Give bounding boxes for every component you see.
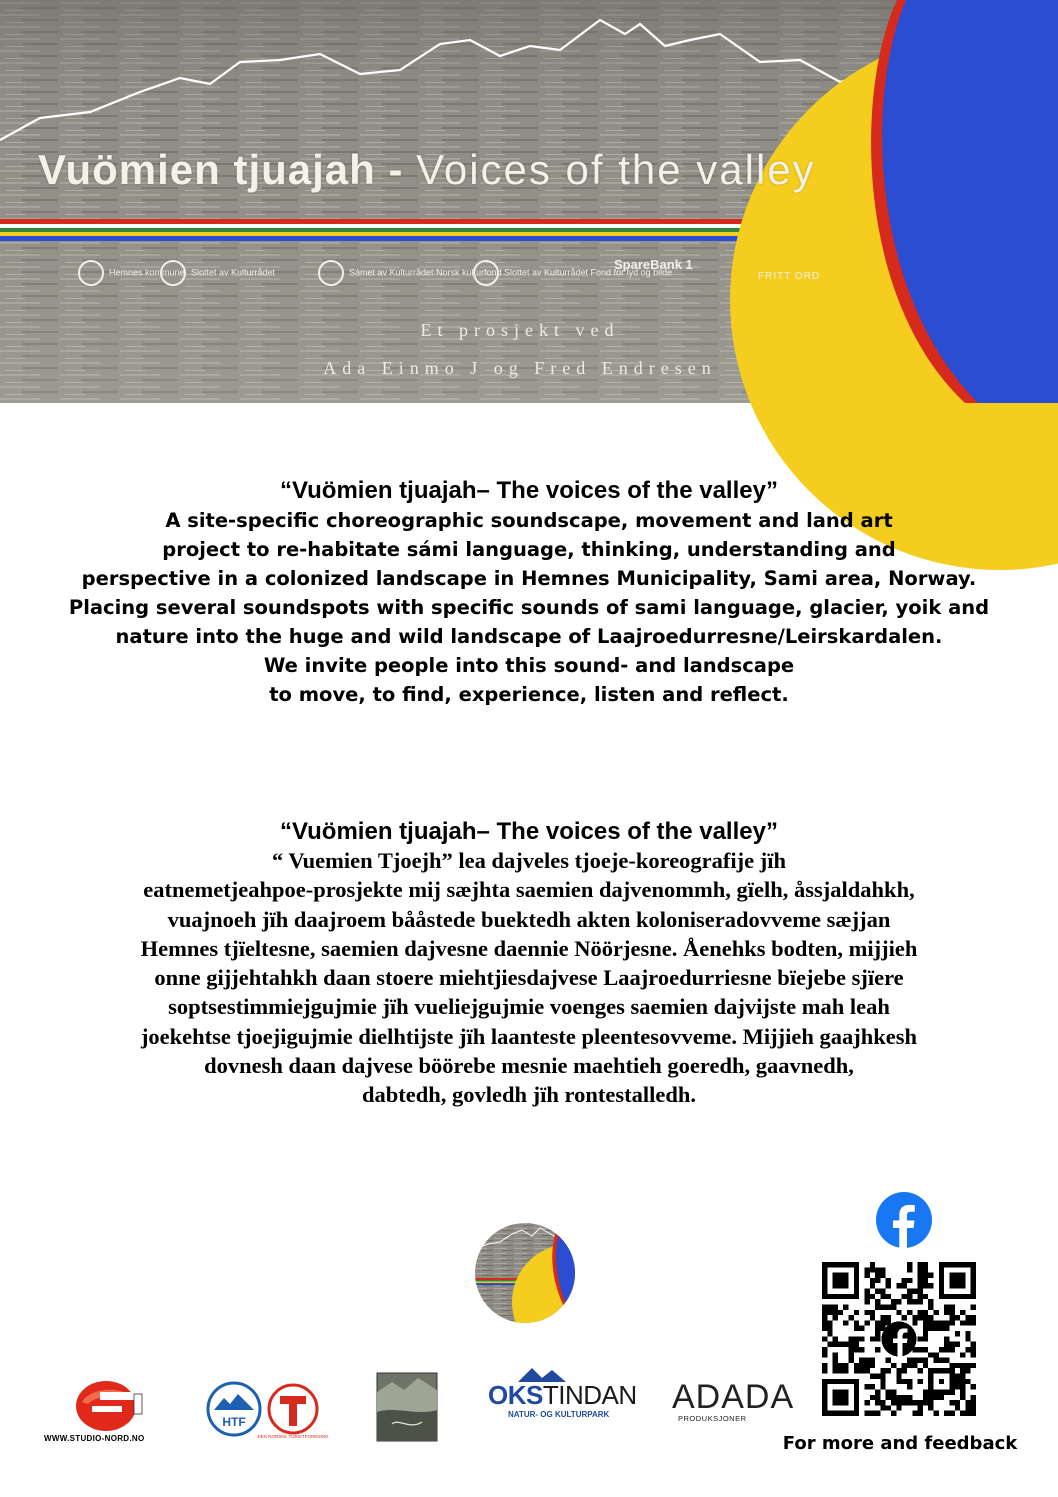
english-title: “Vuömien tjuajah– The voices of the valley” (280, 477, 778, 504)
hamn-logo (376, 1372, 438, 1442)
kulturradet-logo-icon (160, 260, 186, 286)
sponsor-hemnes: Hemnes kommune (78, 260, 185, 286)
english-line: Placing several soundspots with specific sounds of sami language, glacier, yoik and (68, 596, 990, 619)
english-line: perspective in a colonized landscape in Hemnes Municipality, Sami area, Norway. (81, 567, 977, 590)
banner-byline-1: Et prosjekt ved (420, 320, 620, 340)
english-line: project to re-habitate sámi language, thinking, understanding and (162, 538, 896, 561)
qr-code[interactable] (822, 1262, 976, 1416)
studio-nord-url[interactable]: WWW.STUDIO-NORD.NO (44, 1434, 145, 1443)
sami-line: dovnesh daan dajvese böörebe mesnie maehtieh goeredh, gaavnedh, (204, 1053, 854, 1079)
sami-line: dabtedh, govledh jïh rontestalledh. (361, 1082, 697, 1108)
sami-line: “ Vuemien Tjoejh” lea dajveles tjoeje-koreografije jïh (271, 848, 787, 873)
okstindan-logo-part2: TINDAN (542, 1380, 637, 1410)
project-circle-logo (474, 1222, 576, 1324)
sami-line: joekehtse tjoejigujmie dielhtijste jïh laanteste pleentesovveme. Mijjieh gaajhkesh (140, 1023, 918, 1049)
english-line: to move, to find, experience, listen and reflect. (269, 683, 789, 706)
studio-nord-logo (70, 1380, 144, 1432)
sponsor-kulturradet-1: Slottet av Kulturrådet (160, 260, 275, 286)
banner-title-thin: Voices of the valley (416, 146, 816, 193)
sponsor-sparebank: SpareBank 1 (614, 257, 693, 272)
okstindan-logo-part1: OKS (488, 1380, 543, 1410)
htf-logo-text: HTF (222, 1415, 246, 1429)
sponsor-kulturradet-3: Slottet av Kulturrådet Fond for lyd og bilde (473, 260, 672, 286)
hemnes-logo-icon (78, 260, 104, 286)
okstindan-logo (488, 1380, 637, 1411)
sponsor-logos (78, 257, 898, 290)
sponsor-kulturradet-2: Sámet av Kulturrådet Norsk kulturfond (318, 260, 502, 286)
sponsor-fritt-ord: FRITT ORD (758, 271, 821, 282)
sami-line: eatnemetjeahpoe-prosjekte mij sæjhta saemien dajvenommh, gïelh, åssjaldahkh, (143, 877, 915, 903)
english-line: We invite people into this sound- and landscape (263, 654, 795, 677)
dnt-logo (257, 1378, 329, 1440)
banner-title-bold: Vuömien tjuajah - (38, 146, 417, 193)
banner-landscape-image (0, 0, 1058, 403)
kulturradet-logo-icon (318, 260, 344, 286)
sami-body (0, 846, 1058, 1110)
adada-subtitle: PRODUKSJONER (678, 1414, 747, 1423)
sami-title: “Vuömien tjuajah– The voices of the valley” (280, 818, 778, 845)
adada-logo: ADADA (672, 1378, 795, 1416)
english-line: nature into the huge and wild landscape of Laajroedurresne/Leirskardalen. (115, 625, 943, 648)
english-body (0, 506, 1058, 709)
kulturradet-logo-icon (473, 260, 499, 286)
sami-line: Hemnes tjïeltesne, saemien dajvesne daennie Nöörjesne. Åenehks bodten, mijjieh (140, 935, 918, 961)
banner-byline-2: Ada Einmo J og Fred Endresen (323, 358, 717, 378)
sami-line: onne gijjehtahkh daan stoere miehtjiesdajvese Laajroedurriesne bïejebe sjïere (154, 965, 904, 991)
english-line: A site-specific choreographic soundscape, movement and land art (165, 509, 893, 532)
feedback-label: For more and feedback (782, 1433, 1018, 1454)
sami-line: soptsestimmiejgujmie jïh vueliejgujmie voenges saemien dajvijste mah leah (168, 994, 890, 1020)
htf-logo (206, 1380, 262, 1438)
okstindan-subtitle: NATUR- OG KULTURPARK (508, 1410, 610, 1419)
header-banner (0, 0, 1058, 403)
sami-line: vuajnoeh jïh daajroem bååstede buektedh akten koloniseradovveme sæjjan (167, 906, 891, 932)
facebook-icon[interactable] (876, 1192, 932, 1248)
banner-title (38, 146, 816, 194)
dnt-logo-text: DEN NORSKE TURISTFORENING (257, 1434, 329, 1439)
